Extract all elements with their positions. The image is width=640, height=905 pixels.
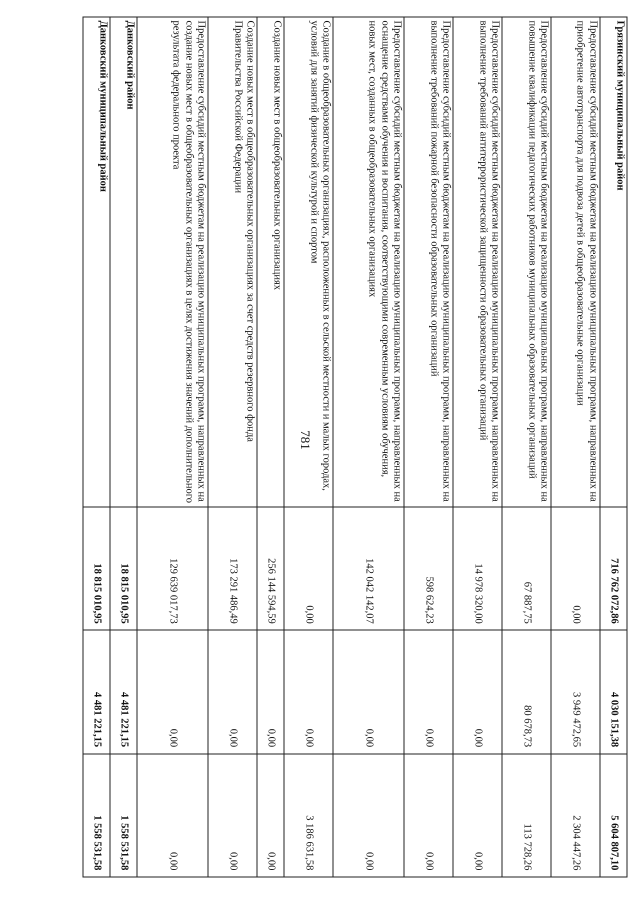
- row-value-cell: 0,00: [404, 630, 453, 753]
- table-row: [284, 17, 333, 877]
- row-name-cell: Предоставление субсидий местным бюджетам на реализацию муниципальных программ, направленных на оснащение средствами обучения и воспитания, соответствующими современным условиям обучения, новых мест, созданных в общеобразовательных организациях: [333, 17, 404, 507]
- row-value-cell: 0,00: [453, 753, 502, 876]
- row-name-cell: Предоставление субсидий местным бюджетам на реализацию муниципальных программ, направленных на выполнение требований антитеррористической защищенности образовательных организаций: [453, 17, 502, 507]
- row-name-cell: Данковский муниципальный район: [83, 17, 110, 507]
- page-number: 781: [298, 430, 313, 450]
- row-value-cell: 173 291 486,49: [208, 507, 257, 630]
- table-row: [551, 17, 600, 877]
- row-name-cell: Грязинский муниципальный район: [600, 17, 627, 507]
- row-value-cell: 0,00: [257, 753, 284, 876]
- row-value-cell: 1 558 531,58: [110, 753, 137, 876]
- row-name-cell: Предоставление субсидий местным бюджетам на реализацию муниципальных программ, направленных на выполнение требований пожарной безопасности образовательных организаций: [404, 17, 453, 507]
- row-value-cell: 598 624,23: [404, 507, 453, 630]
- row-value-cell: 18 815 010,95: [110, 507, 137, 630]
- row-value-cell: 2 304 447,26: [551, 753, 600, 876]
- row-value-cell: 3 949 472,65: [551, 630, 600, 753]
- row-value-cell: 0,00: [137, 630, 208, 753]
- row-value-cell: 113 728,26: [502, 753, 551, 876]
- row-value-cell: 67 887,75: [502, 507, 551, 630]
- row-value-cell: 4 481 221,15: [110, 630, 137, 753]
- budget-table-body: [83, 17, 627, 877]
- row-name-cell: Создание новых мест в общеобразовательных организациях за счет средств резервного фонда Правительства Российской Федерации: [208, 17, 257, 507]
- table-row: [404, 17, 453, 877]
- row-value-cell: 0,00: [208, 753, 257, 876]
- row-value-cell: 0,00: [333, 630, 404, 753]
- budget-table: [83, 16, 628, 877]
- table-row: [208, 17, 257, 877]
- table-row: [453, 17, 502, 877]
- budget-table-container: [83, 16, 628, 876]
- table-row: [502, 17, 551, 877]
- row-name-cell: Предоставление субсидий местным бюджетам на реализацию муниципальных программ, направленных на повышение квалификации педагогических работников муниципальных образовательных организаций: [502, 17, 551, 507]
- row-value-cell: 256 144 594,59: [257, 507, 284, 630]
- row-value-cell: 0,00: [551, 507, 600, 630]
- table-row: [600, 17, 627, 877]
- row-value-cell: 18 815 010,95: [83, 507, 110, 630]
- table-row: [333, 17, 404, 877]
- row-value-cell: 0,00: [137, 753, 208, 876]
- row-value-cell: 0,00: [453, 630, 502, 753]
- row-name-cell: Данковский район: [110, 17, 137, 507]
- row-value-cell: 0,00: [333, 753, 404, 876]
- row-value-cell: 14 978 320,00: [453, 507, 502, 630]
- table-row: [83, 17, 110, 877]
- row-value-cell: 1 558 531,58: [83, 753, 110, 876]
- row-value-cell: 142 042 142,07: [333, 507, 404, 630]
- row-value-cell: 716 762 072,86: [600, 507, 627, 630]
- row-name-cell: Предоставление субсидий местным бюджетам на реализацию муниципальных программ, направленных на приобретение автотранспорта для подвоза детей в общеобразовательные организации: [551, 17, 600, 507]
- row-name-cell: Создание в общеобразовательных организациях, расположенных в сельской местности и малых городах, условий для занятий физической культурой и спортом: [284, 17, 333, 507]
- row-value-cell: 3 186 631,58: [284, 753, 333, 876]
- row-value-cell: 4 030 151,38: [600, 630, 627, 753]
- row-value-cell: 4 481 221,15: [83, 630, 110, 753]
- row-name-cell: Создание новых мест в общеобразовательных организациях: [257, 17, 284, 507]
- row-value-cell: 0,00: [257, 630, 284, 753]
- row-value-cell: 0,00: [404, 753, 453, 876]
- row-value-cell: 129 639 017,73: [137, 507, 208, 630]
- row-value-cell: 0,00: [284, 507, 333, 630]
- row-value-cell: 0,00: [208, 630, 257, 753]
- row-value-cell: 0,00: [284, 630, 333, 753]
- row-value-cell: 80 678,73: [502, 630, 551, 753]
- row-value-cell: 5 604 807,10: [600, 753, 627, 876]
- row-name-cell: Предоставление субсидий местным бюджетам на реализацию муниципальных программ, направленных на создание новых мест в общеобразовательных организациях в целях достижения значений дополнительного результата федерального проекта: [137, 17, 208, 507]
- table-row: [110, 17, 137, 877]
- table-row: [137, 17, 208, 877]
- table-row: [257, 17, 284, 877]
